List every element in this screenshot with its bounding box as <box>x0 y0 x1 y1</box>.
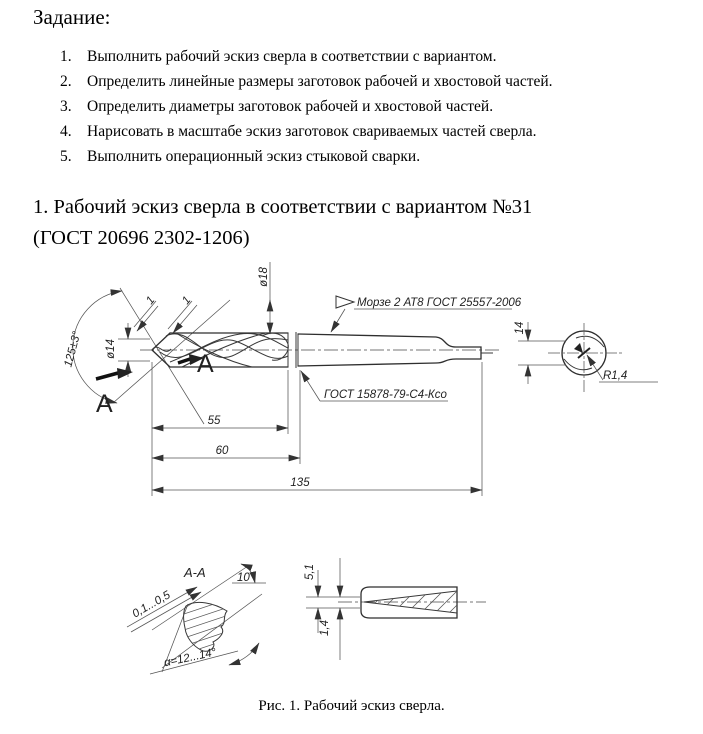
section-heading-line2: (ГОСТ 20696 2302-1206) <box>33 227 250 249</box>
land-width-label: 0,1...0,5 <box>130 589 173 621</box>
main-view <box>62 262 521 496</box>
weld-section-view <box>304 558 486 660</box>
core-radius-label: R1,4 <box>603 370 628 382</box>
section-letter-a-lower: А <box>96 390 113 418</box>
point-angle-label: 125±3° <box>62 330 84 369</box>
task-number: 3. <box>60 98 72 115</box>
task-list <box>60 44 660 169</box>
margin-label-2: 1 <box>180 294 194 307</box>
dim-60-label: 60 <box>215 445 229 457</box>
task-number: 4. <box>60 123 72 140</box>
task-number: 1. <box>60 48 72 65</box>
end-view-diameter-label: 14 <box>514 321 526 335</box>
wedge-angle-label: α=12...14° <box>163 646 218 670</box>
task-number: 5. <box>60 148 72 165</box>
page-title: Задание: <box>33 5 111 29</box>
weld-gost-note: ГОСТ 15878-79-С4-Ксо <box>324 389 447 401</box>
task-item <box>60 44 660 69</box>
dim-55-label: 55 <box>207 415 221 427</box>
task-number: 2. <box>60 73 72 90</box>
margin-label-1: 1 <box>144 294 158 307</box>
figure-caption: Рис. 1. Рабочий эскиз сверла. <box>258 698 445 714</box>
task-item <box>60 94 660 119</box>
task-item <box>60 69 660 94</box>
task-text: Определить линейные размеры заготовок рабочей и хвостовой частей. <box>87 73 553 90</box>
section-heading <box>33 192 532 254</box>
dim-135-label: 135 <box>290 477 310 489</box>
section-letter-a-middle: А <box>197 350 214 378</box>
section-aa-title: А-А <box>184 565 206 580</box>
task-text: Выполнить рабочий эскиз сверла в соответствии с вариантом. <box>87 48 497 65</box>
section-aa-view <box>127 564 266 674</box>
drill-working-sketch <box>0 252 703 700</box>
stock-diameter-label: ø18 <box>258 267 270 287</box>
morse-taper-note: Морзе 2 АТ8 ГОСТ 25557-2006 <box>357 297 522 309</box>
task-text: Выполнить операционный эскиз стыковой сварки. <box>87 148 421 165</box>
flute-depth-label: 5,1 <box>304 564 316 580</box>
task-text: Определить диаметры заготовок рабочей и хвостовой частей. <box>87 98 494 115</box>
core-thickness-label: 1,4 <box>319 620 331 636</box>
back-angle-label: 10° <box>237 572 255 584</box>
task-item <box>60 144 660 169</box>
task-item <box>60 119 660 144</box>
working-diameter-label: ø14 <box>105 339 117 359</box>
task-text: Нарисовать в масштабе эскиз заготовок свариваемых частей сверла. <box>87 123 537 140</box>
section-heading-line1: 1. Рабочий эскиз сверла в соответствии с вариантом №31 <box>33 196 533 218</box>
end-view <box>514 322 658 392</box>
